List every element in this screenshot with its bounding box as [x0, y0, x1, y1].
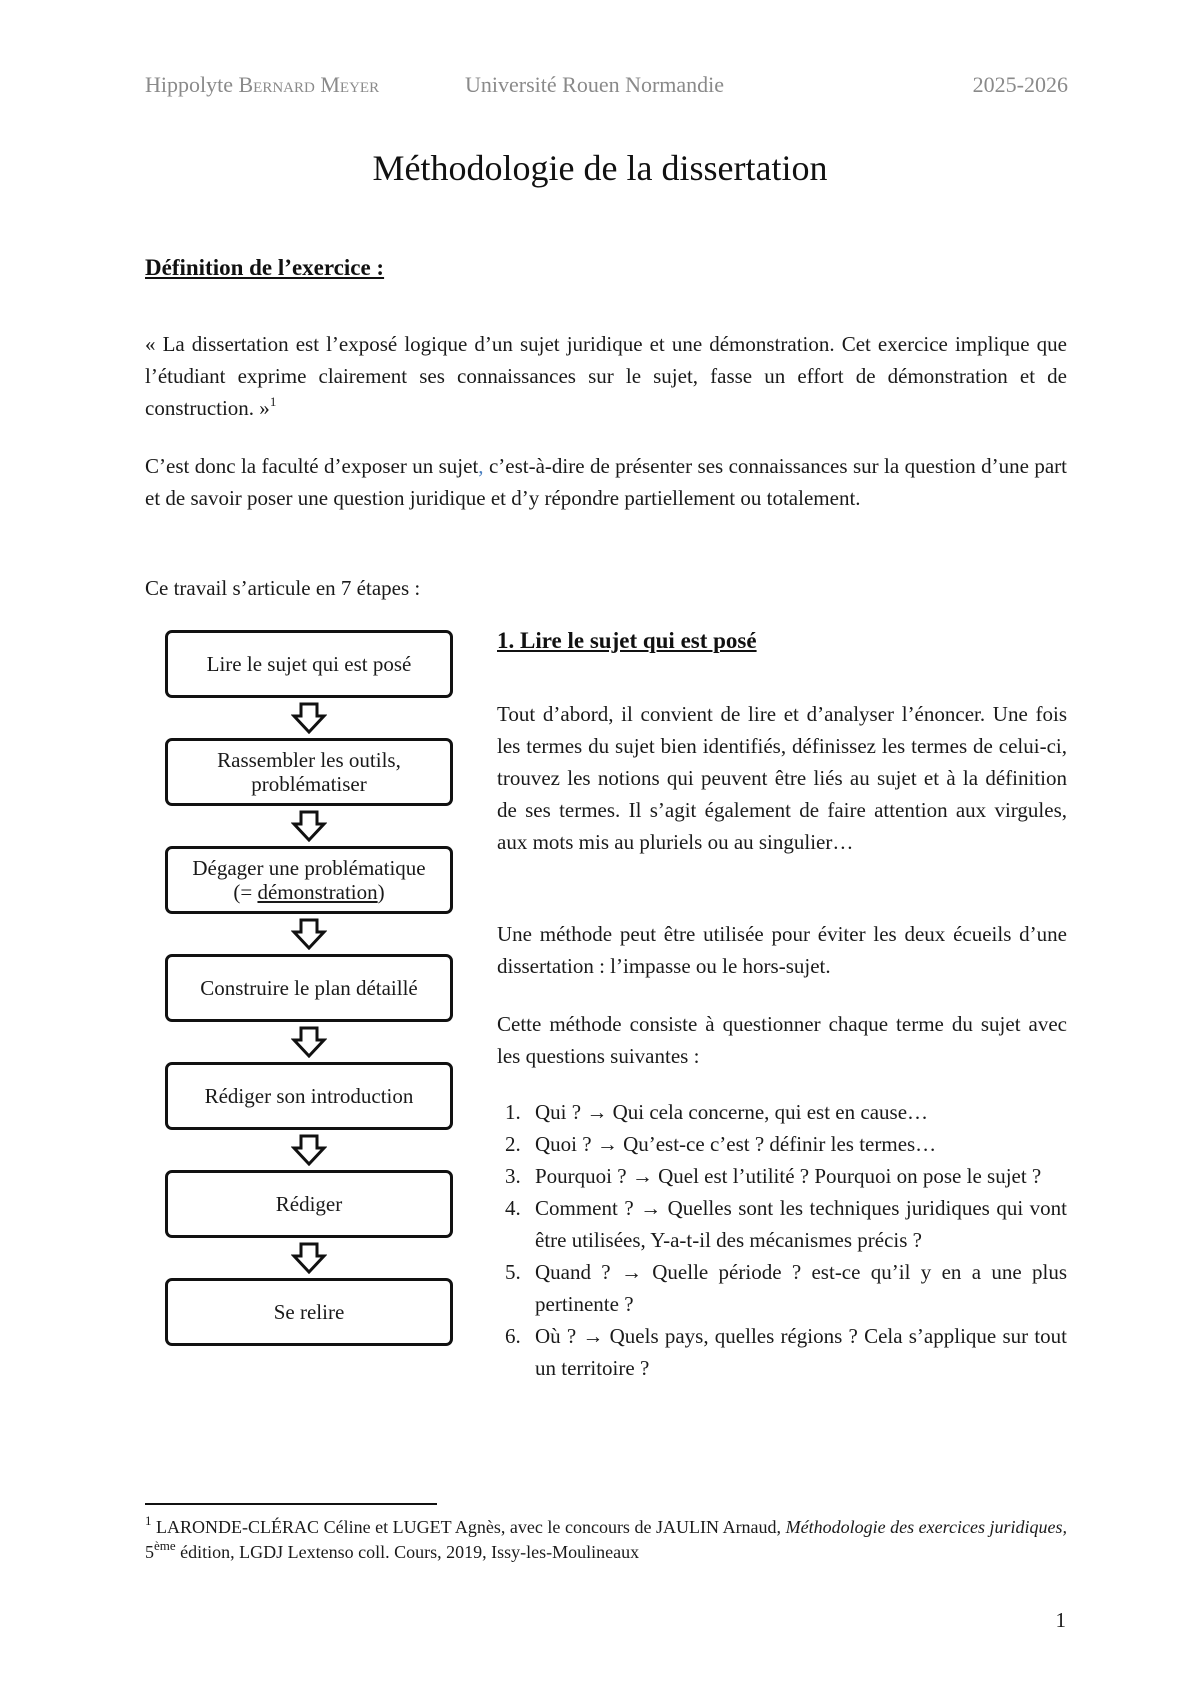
- list-item: 3. Pourquoi ? → Quel est l’utilité ? Pourquoi on pose le sujet ?: [505, 1164, 1042, 1188]
- down-arrow-icon: [291, 1134, 327, 1166]
- down-arrow-icon: [291, 918, 327, 950]
- list-item: 1. Qui ? → Qui cela concerne, qui est en cause…: [505, 1100, 929, 1124]
- down-arrow-icon: [291, 810, 327, 842]
- flow-step-build-plan: Construire le plan détaillé: [165, 954, 453, 1022]
- steps-intro: Ce travail s’articule en 7 étapes :: [145, 576, 421, 600]
- down-arrow-icon: [291, 1026, 327, 1058]
- footnote-book-title: Méthodologie des exercices juridiques,: [785, 1517, 1067, 1537]
- header-author-lastname: Bernard Meyer: [238, 72, 380, 97]
- header-university: Université Rouen Normandie: [465, 72, 725, 97]
- definition-quote: « La dissertation est l’exposé logique d’un sujet juridique et une démonstration. Cet exercice implique que l’étudiant exprime clairement ses connaissances sur le sujet, fasse un effort de démonstration et de construction. »$^1$: [145, 332, 1067, 420]
- footnote: $^1$ LARONDE-CLÉRAC Céline et LUGET Agnès, avec le concours de JAULIN Arnaud, Méthodologie des exercices juridiques, 5ème édition, LGDJ Lextenso coll. Cours, 2019, Issy-les-Moulineaux: [145, 1513, 1067, 1562]
- footnote-reference[interactable]: 1: [269, 394, 277, 409]
- flow-step-introduction: Rédiger son introduction: [165, 1062, 453, 1130]
- questions-list: [497, 1096, 1067, 1384]
- flow-step-proofread: Se relire: [165, 1278, 453, 1346]
- flow-step-read-subject: Lire le sujet qui est posé: [165, 630, 453, 698]
- flow-step-problematic: Dégager une problématique (= démonstration): [165, 846, 453, 914]
- down-arrow-icon: [291, 702, 327, 734]
- flow-step-problematic-note: (= démonstration): [233, 880, 385, 904]
- footnote-separator: [145, 1503, 437, 1505]
- header-year: 2025-2026: [972, 72, 1068, 97]
- list-item: 4. Comment ? → Quelles sont les techniques juridiques qui vont être utilisées, Y-a-t-il des mécanismes précis ?: [505, 1196, 1067, 1252]
- page-title: Méthodologie de la dissertation: [372, 148, 828, 188]
- list-item: 5. Quand ? → Quelle période ? est-ce qu’il y en a une plus pertinente ?: [505, 1260, 1067, 1316]
- list-item: 6. Où ? → Quels pays, quelles régions ? Cela s’applique sur tout un territoire ?: [505, 1324, 1067, 1380]
- step1-paragraph-2: Une méthode peut être utilisée pour éviter les deux écueils d’une dissertation : l’impasse ou le hors-sujet.: [497, 922, 1067, 978]
- page-header: [0, 72, 1200, 102]
- flow-step-write: Rédiger: [165, 1170, 453, 1238]
- list-item: 2. Quoi ? → Qu’est-ce c’est ? définir les termes…: [505, 1132, 937, 1156]
- flow-step-gather-tools: Rassembler les outils, problématiser: [165, 738, 453, 806]
- step1-heading: 1. Lire le sujet qui est posé: [497, 628, 757, 653]
- header-author: Hippolyte Bernard Meyer: [145, 72, 380, 97]
- page-number: 1: [1055, 1608, 1066, 1632]
- definition-paragraph: C’est donc la faculté d’exposer un sujet, c’est-à-dire de présenter ses connaissances sur la question d’une part et de savoir poser une question juridique et d’y répondre partiellement ou totalement.: [145, 454, 1067, 510]
- definition-heading: Définition de l’exercice :: [145, 255, 385, 280]
- step1-paragraph-1: Tout d’abord, il convient de lire et d’analyser l’énoncer. Une fois les termes du sujet bien identifiés, définissez les termes de celui-ci, trouvez les notions qui peuvent être liés au sujet et à la définition de ses termes. Il s’agit également de faire attention aux virgules, aux mots mis au pluriels ou au singulier…: [497, 702, 1067, 854]
- step1-paragraph-3: Cette méthode consiste à questionner chaque terme du sujet avec les questions suivantes :: [497, 1012, 1067, 1068]
- down-arrow-icon: [291, 1242, 327, 1274]
